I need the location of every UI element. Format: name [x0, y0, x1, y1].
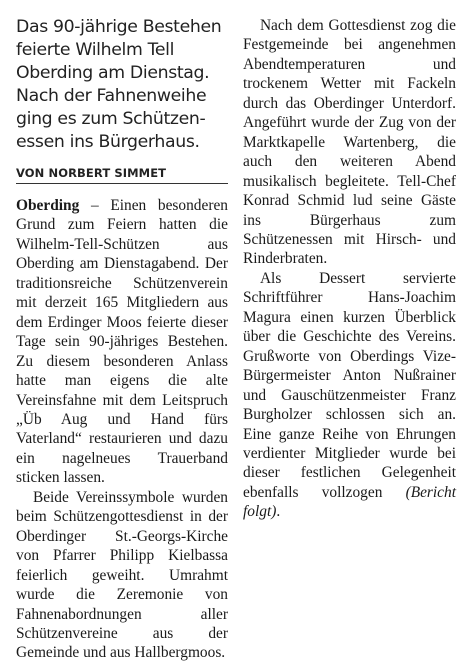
report-follows-note: (Bericht folgt): [243, 483, 456, 521]
paragraph-2: Beide Vereinssymbole wurden beim Schützengottesdienst in der Oberdinger St.-Georgs-Kirche von Pfarrer Philipp Kielbassa feierlich geweiht. Umrahmt wurde die Zeremonie von Fahnenabordnungen aller Schützenvereine aus der Gemeinde und aus Hallbergmoos.: [16, 488, 228, 662]
teaser-line: ging es zum Schützen-: [16, 109, 206, 129]
teaser-line: Nach der Fahnenweihe: [16, 86, 207, 106]
author-byline: VON NORBERT SIMMET: [16, 166, 228, 184]
teaser-line: essen ins Bürgerhaus.: [16, 132, 200, 152]
paragraph-1-text: – Einen besonderen Grund zum Feiern hatten die Wilhelm-Tell-Schützen aus Oberding am Dienstagabend. Der traditionsreiche Schützenverein mit derzeit 165 Mitgliedern aus dem Erdinger Moos feierte dieser Tage sein 90-jähriges Bestehen. Zu diesem besonderen Anlass hatte man eigens die alte Vereinsfahne mit dem Leitspruch „Üb Aug und Hand fürs Vaterland“ restaurieren und dazu ein nagelneues Trauerband sticken lassen.: [16, 197, 228, 487]
teaser-line: Das 90-jährige Bestehen: [16, 17, 222, 37]
right-column: [243, 16, 456, 522]
article-teaser: [16, 16, 228, 154]
paragraph-4-end: .: [276, 503, 281, 521]
paragraph-4: [243, 269, 456, 522]
paragraph-3: Nach dem Gottesdienst zog die Festgemeinde bei angenehmen Abendtemperaturen und trockenem Wetter mit Fackeln durch das Oberdinger Unterdorf. Angeführt wurde der Zug von der Marktkapelle Wartenberg, die auch den weiteren Abend musikalisch begleitete. Tell-Chef Konrad Schmid lud seine Gäste ins Bürgerhaus zum Schützenessen mit Hirsch- und Rinderbraten.: [243, 17, 456, 268]
article-body-right: [243, 16, 456, 522]
paragraph-1: [16, 196, 228, 488]
paragraph-4-text: Als Dessert servierte Schriftführer Hans-Joachim Magura einen kurzen Überblick über die Geschichte des Vereins. Grußworte von Oberdings Vize-Bürgermeister Anton Nußrainer und Gauschützenmeister Franz Burgholzer schlossen sich an. Eine ganze Reihe von Ehrungen verdienter Mitglieder wurde bei dieser festlichen Gelegenheit ebenfalls vollzogen: [243, 269, 456, 501]
teaser-line: Oberding am Dienstag.: [16, 63, 210, 83]
dateline: Oberding: [16, 197, 80, 214]
left-column: [16, 16, 228, 663]
teaser-line: feierte Wilhelm Tell: [16, 40, 175, 60]
